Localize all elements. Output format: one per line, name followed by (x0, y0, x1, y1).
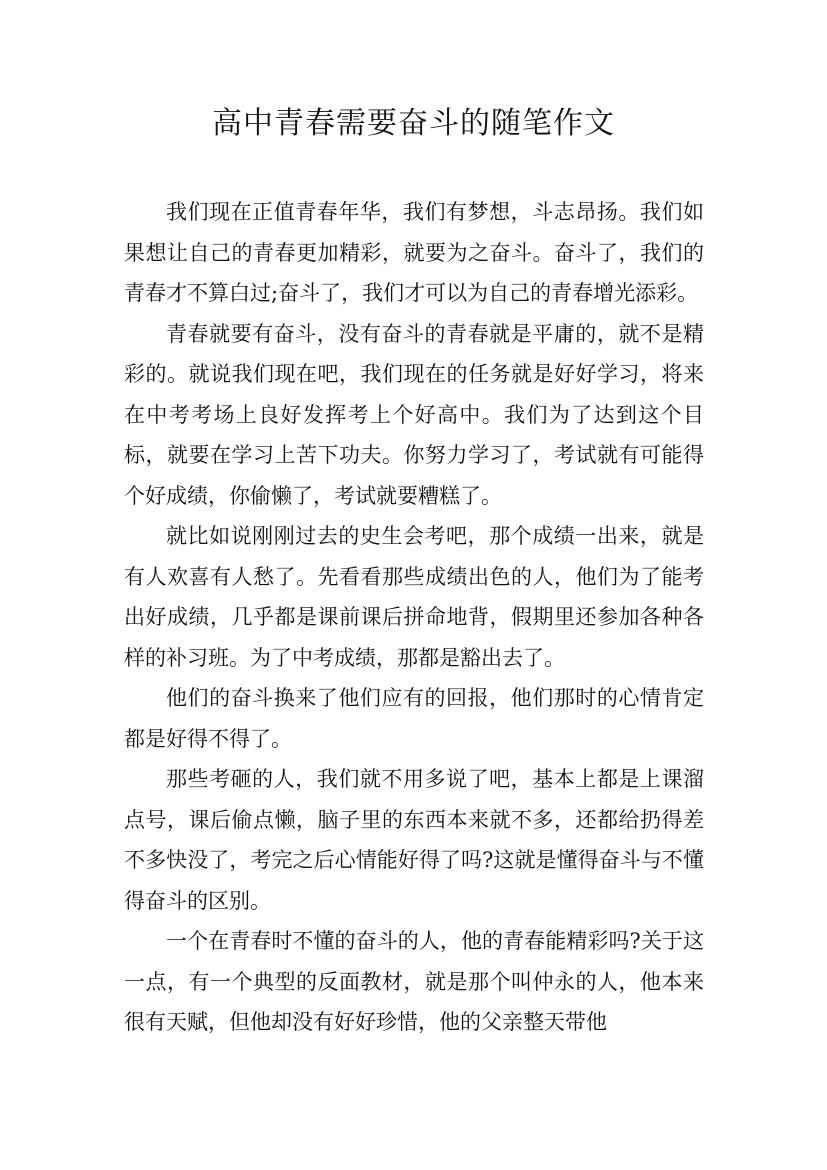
document-body (124, 192, 704, 1043)
paragraph-2: 青春就要有奋斗，没有奋斗的青春就是平庸的，就不是精彩的。就说我们现在吧，我们现在的任务就是好好学习，将来在中考考场上良好发挥考上个好高中。我们为了达到这个目标，就要在学习上苦下功夫。你努力学习了，考试就有可能得个好成绩，你偷懒了，考试就要糟糕了。 (124, 321, 704, 508)
paragraph-3: 就比如说刚刚过去的史生会考吧，那个成绩一出来，就是有人欢喜有人愁了。先看看那些成绩出色的人，他们为了能考出好成绩，几乎都是课前课后拼命地背，假期里还参加各种各样的补习班。为了中考成绩，那都是豁出去了。 (124, 524, 704, 670)
paragraph-4: 他们的奋斗换来了他们应有的回报，他们那时的心情肯定都是好得不得了。 (124, 686, 704, 751)
paragraph-6: 一个在青春时不懂的奋斗的人，他的青春能精彩吗?关于这一点，有一个典型的反面教材，就是那个叫仲永的人，他本来很有天赋，但他却没有好好珍惜，他的父亲整天带他 (124, 929, 704, 1034)
paragraph-5: 那些考砸的人，我们就不用多说了吧，基本上都是上课溜点号，课后偷点懒，脑子里的东西本来就不多，还都给扔得差不多快没了，考完之后心情能好得了吗?这就是懂得奋斗与不懂得奋斗的区别。 (124, 767, 704, 913)
paragraph-1: 我们现在正值青春年华，我们有梦想，斗志昂扬。我们如果想让自己的青春更加精彩，就要为之奋斗。奋斗了，我们的青春才不算白过;奋斗了，我们才可以为自己的青春增光添彩。 (124, 200, 704, 305)
document-title: 高中青春需要奋斗的随笔作文 (212, 106, 615, 141)
